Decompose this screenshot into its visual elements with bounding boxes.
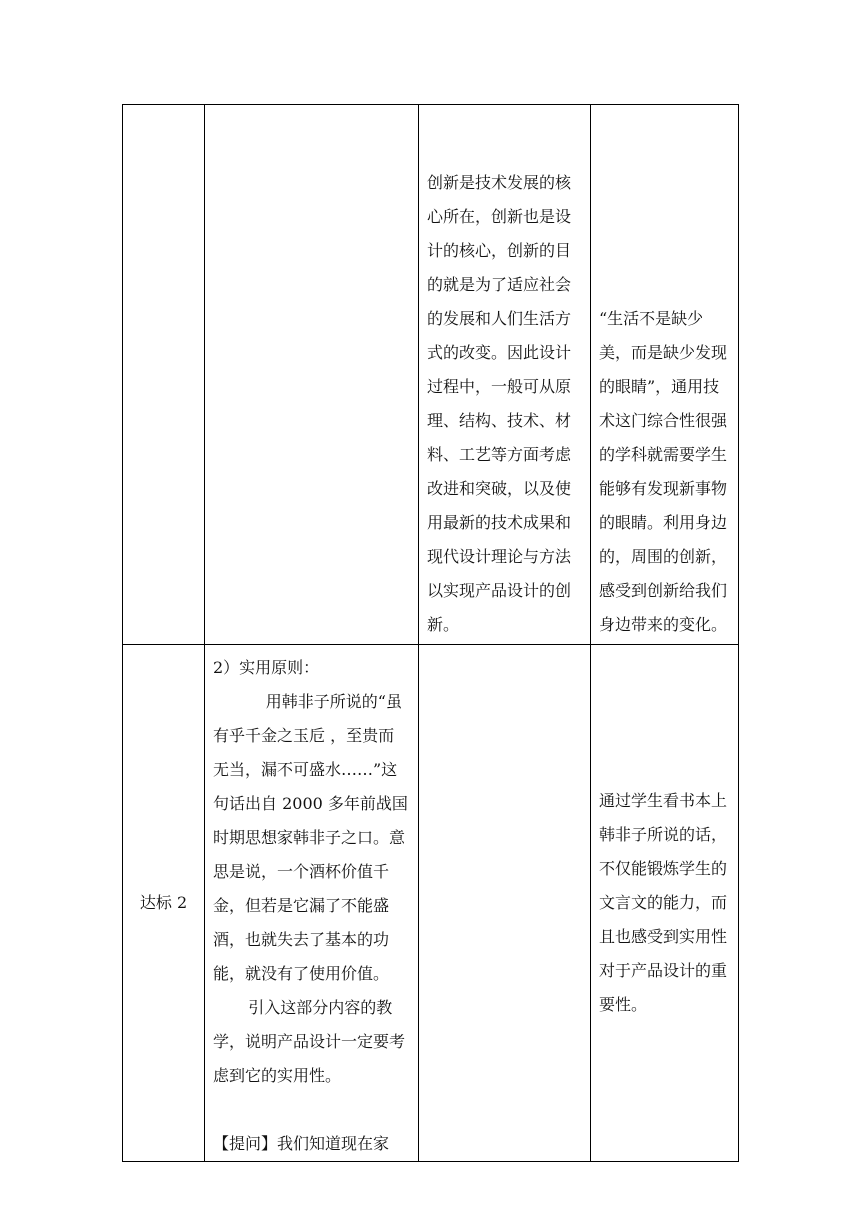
teacher-activity-text: 创新是技术发展的核心所在，创新也是设计的核心，创新的目的就是为了适应社会的发展和人们生活方式的改变。因此设计过程中，一般可从原理、结构、技术、材料、工艺等方面考虑改进和突破，以及使用最新的技术成果和现代设计理论与方法以实现产品设计的创新。 bbox=[427, 173, 572, 634]
teaching-note-paragraph: 引入这部分内容的教学，说明产品设计一定要考虑到它的实用性。 bbox=[213, 998, 406, 1085]
lesson-plan-table bbox=[122, 104, 739, 1162]
content-cell bbox=[205, 645, 419, 1162]
design-intent-text: “生活不是缺少美，而是缺少发现的眼睛”，通用技术这门综合性很强的学科就需要学生能够有发现新事物的眼睛。利用身边的，周围的创新，感受到创新给我们身边带来的变化。 bbox=[599, 309, 728, 634]
principle-heading: 2）实用原则： bbox=[213, 658, 320, 677]
teacher-activity-cell bbox=[419, 645, 591, 1162]
table-row bbox=[123, 105, 739, 645]
stage-cell: 达标 2 bbox=[123, 645, 205, 1162]
design-intent-text: 通过学生看书本上韩非子所说的话，不仅能锻炼学生的文言文的能力，而且也感受到实用性对于产品设计的重要性。 bbox=[599, 791, 728, 1014]
design-intent-cell bbox=[591, 105, 739, 645]
teacher-activity-cell bbox=[419, 105, 591, 645]
table-row bbox=[123, 645, 739, 1162]
design-intent-cell bbox=[591, 645, 739, 1162]
question-paragraph: 【提问】我们知道现在家 bbox=[213, 1134, 390, 1153]
quote-paragraph: 用韩非子所说的“虽有乎千金之玉卮 ，至贵而无当，漏不可盛水……”这句话出自 2000 多年前战国时期思想家韩非子之口。意思是说，一个酒杯价值千金，但若是它漏了不能盛酒，也就失去了基本的功能，就没有了使用价值。 bbox=[213, 692, 408, 983]
stage-cell bbox=[123, 105, 205, 645]
content-cell bbox=[205, 105, 419, 645]
